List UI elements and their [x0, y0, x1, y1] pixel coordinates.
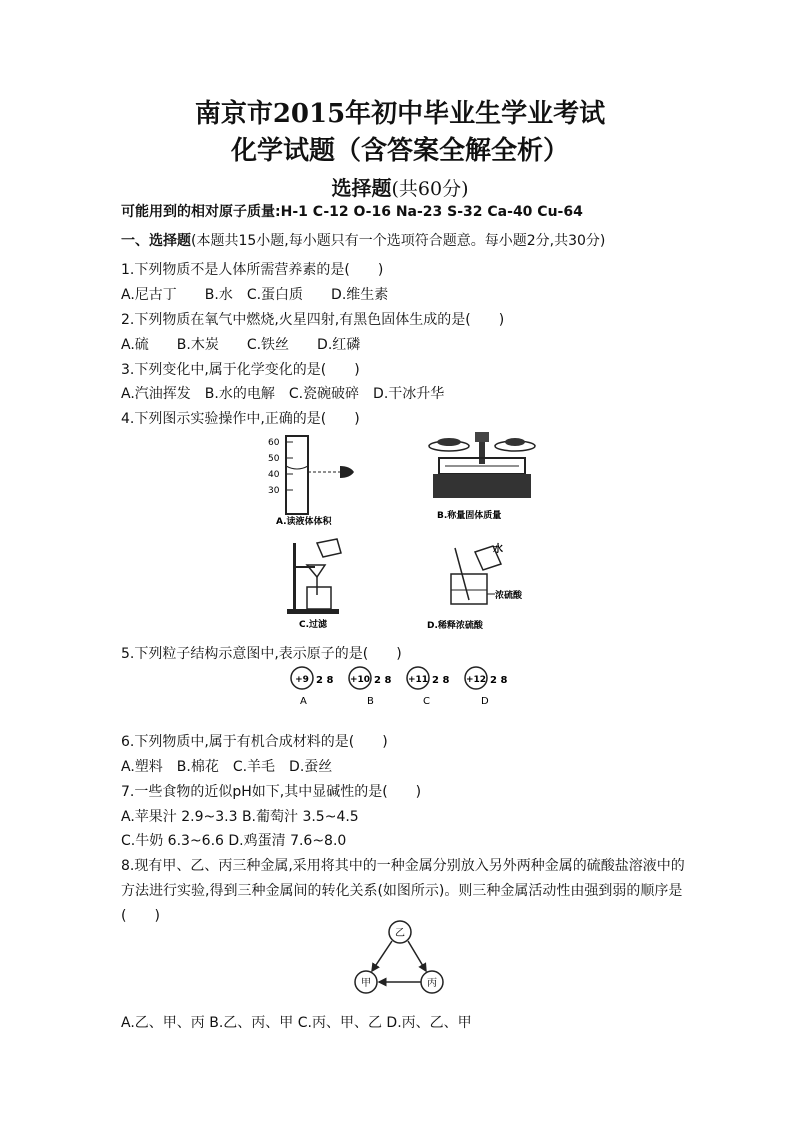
caption-c: C.过滤: [299, 620, 328, 630]
q7-stem: 7.一些食物的近似pH如下,其中显碱性的是( ): [121, 784, 422, 800]
acid-label: 浓硫酸: [495, 591, 523, 601]
section-sub: (共60分): [391, 178, 469, 200]
q1-stem: 1.下列物质不是人体所需营养素的是( ): [121, 262, 384, 278]
section-heading: [0, 172, 800, 201]
q7-options-2: C.牛奶 6.3~6.6 D.鸡蛋清 7.6~8.0: [121, 833, 347, 849]
q4-figure-b: [425, 428, 540, 528]
atom-a: [291, 667, 333, 707]
part1-heading: [121, 230, 605, 250]
atom-d: [465, 667, 507, 707]
q8-options: A.乙、甲、丙 B.乙、丙、甲 C.丙、甲、乙 D.丙、乙、甲: [121, 1015, 472, 1031]
svg-text:C: C: [423, 696, 430, 707]
tick-50: 50: [268, 454, 280, 464]
tick-40: 40: [268, 470, 280, 480]
eye-icon: [340, 466, 354, 478]
svg-text:+12: +12: [465, 675, 487, 685]
svg-text:A: A: [300, 696, 307, 707]
q4-figure-c: [285, 537, 360, 637]
q6-stem: 6.下列物质中,属于有机合成材料的是( ): [121, 734, 388, 750]
q4-figure-d: [425, 540, 535, 632]
svg-text:D: D: [481, 696, 489, 707]
tick-60: 60: [268, 438, 280, 448]
node-yi: 乙: [395, 928, 405, 939]
caption-b: B.称量固体质量: [437, 511, 502, 521]
part1-label: 一、选择题: [121, 233, 191, 249]
atomic-masses: 可能用到的相对原子质量:H-1 C-12 O-16 Na-23 S-32 Ca-40 Cu-64: [121, 204, 583, 220]
svg-text:2 8: 2 8: [432, 675, 450, 686]
svg-text:2 8: 2 8: [316, 675, 334, 686]
q2-stem: 2.下列物质在氧气中燃烧,火星四射,有黑色固体生成的是( ): [121, 312, 505, 328]
svg-text:B: B: [367, 696, 374, 707]
q3-stem: 3.下列变化中,属于化学变化的是( ): [121, 362, 360, 378]
tick-30: 30: [268, 486, 280, 496]
q5-stem: 5.下列粒子结构示意图中,表示原子的是( ): [121, 646, 402, 662]
svg-text:+10: +10: [349, 675, 371, 685]
svg-text:2 8: 2 8: [490, 675, 508, 686]
q4-stem: 4.下列图示实验操作中,正确的是( ): [121, 411, 360, 427]
svg-text:+11: +11: [407, 675, 429, 685]
q7-options-1: A.苹果汁 2.9~3.3 B.葡萄汁 3.5~4.5: [121, 809, 359, 825]
node-jia: 甲: [361, 978, 371, 989]
caption-d: D.稀释浓硫酸: [427, 621, 483, 631]
atom-c: [407, 667, 449, 707]
q2-options: A.硫 B.木炭 C.铁丝 D.红磷: [121, 337, 361, 353]
caption-a: A.读液体体积: [276, 517, 332, 527]
q5-figure: [288, 664, 518, 708]
q4-figure-a: [262, 432, 382, 528]
atom-b: [349, 667, 391, 707]
water-label: 水: [493, 544, 503, 555]
q8-stem-1: 8.现有甲、乙、丙三种金属,采用将其中的一种金属分别放入另外两种金属的硫酸盐溶液中的: [121, 858, 685, 874]
q6-options: A.塑料 B.棉花 C.羊毛 D.蚕丝: [121, 759, 333, 775]
q8-stem-3: ( ): [121, 908, 160, 924]
part1-note: (本题共15小题,每小题只有一个选项符合题意。每小题2分,共30分): [191, 233, 606, 249]
section-title: 选择题: [331, 176, 392, 200]
svg-text:+9: +9: [295, 675, 309, 685]
q1-options: A.尼古丁 B.水 C.蛋白质 D.维生素: [121, 287, 389, 303]
svg-text:2 8: 2 8: [374, 675, 392, 686]
exam-title: 南京市2015年初中毕业生学业考试: [194, 99, 606, 129]
exam-subtitle: 化学试题（含答案全解全析）: [230, 136, 569, 166]
q8-stem-2: 方法进行实验,得到三种金属间的转化关系(如图所示)。则三种金属活动性由强到弱的顺序是: [121, 883, 683, 899]
q8-figure: [350, 916, 450, 1000]
node-bing: 丙: [427, 978, 437, 989]
q3-options: A.汽油挥发 B.水的电解 C.瓷碗破碎 D.干冰升华: [121, 386, 445, 402]
